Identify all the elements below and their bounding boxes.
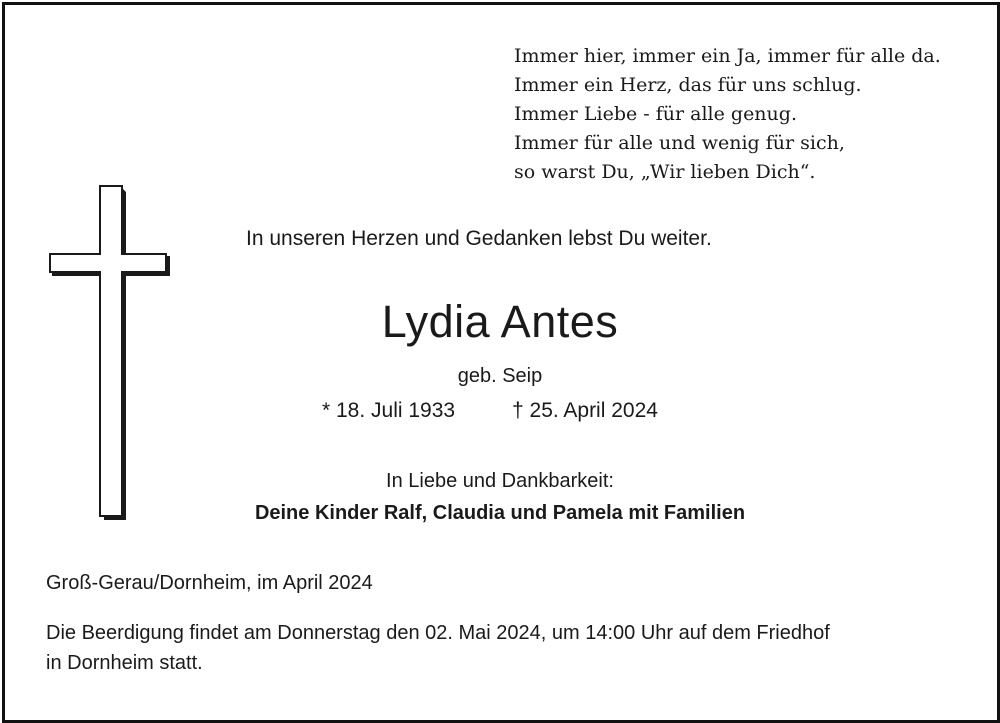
funeral-notice xyxy=(46,618,976,678)
place-date: Groß-Gerau/Dornheim, im April 2024 xyxy=(46,572,373,594)
poem xyxy=(514,42,941,187)
death-date: † 25. April 2024 xyxy=(512,399,658,422)
funeral-line: in Dornheim statt. xyxy=(46,652,203,674)
funeral-line: Die Beerdigung findet am Donnerstag den 02. Mai 2024, um 14:00 Uhr auf dem Friedhof xyxy=(46,622,830,644)
motto: In unseren Herzen und Gedanken lebst Du weiter. xyxy=(246,227,712,250)
birth-date: * 18. Juli 1933 xyxy=(322,399,456,422)
mourners-intro: In Liebe und Dankbarkeit: xyxy=(386,470,614,492)
poem-line: so warst Du, „Wir lieben Dich“. xyxy=(514,161,816,183)
poem-line: Immer ein Herz, das für uns schlug. xyxy=(514,74,862,96)
mourners-names: Deine Kinder Ralf, Claudia und Pamela mit Familien xyxy=(254,502,746,524)
maiden-name: geb. Seip xyxy=(457,365,543,387)
poem-line: Immer für alle und wenig für sich, xyxy=(514,132,845,154)
poem-line: Immer Liebe - für alle genug. xyxy=(514,103,797,125)
deceased-name: Lydia Antes xyxy=(381,296,619,347)
poem-line: Immer hier, immer ein Ja, immer für alle da. xyxy=(514,45,941,67)
